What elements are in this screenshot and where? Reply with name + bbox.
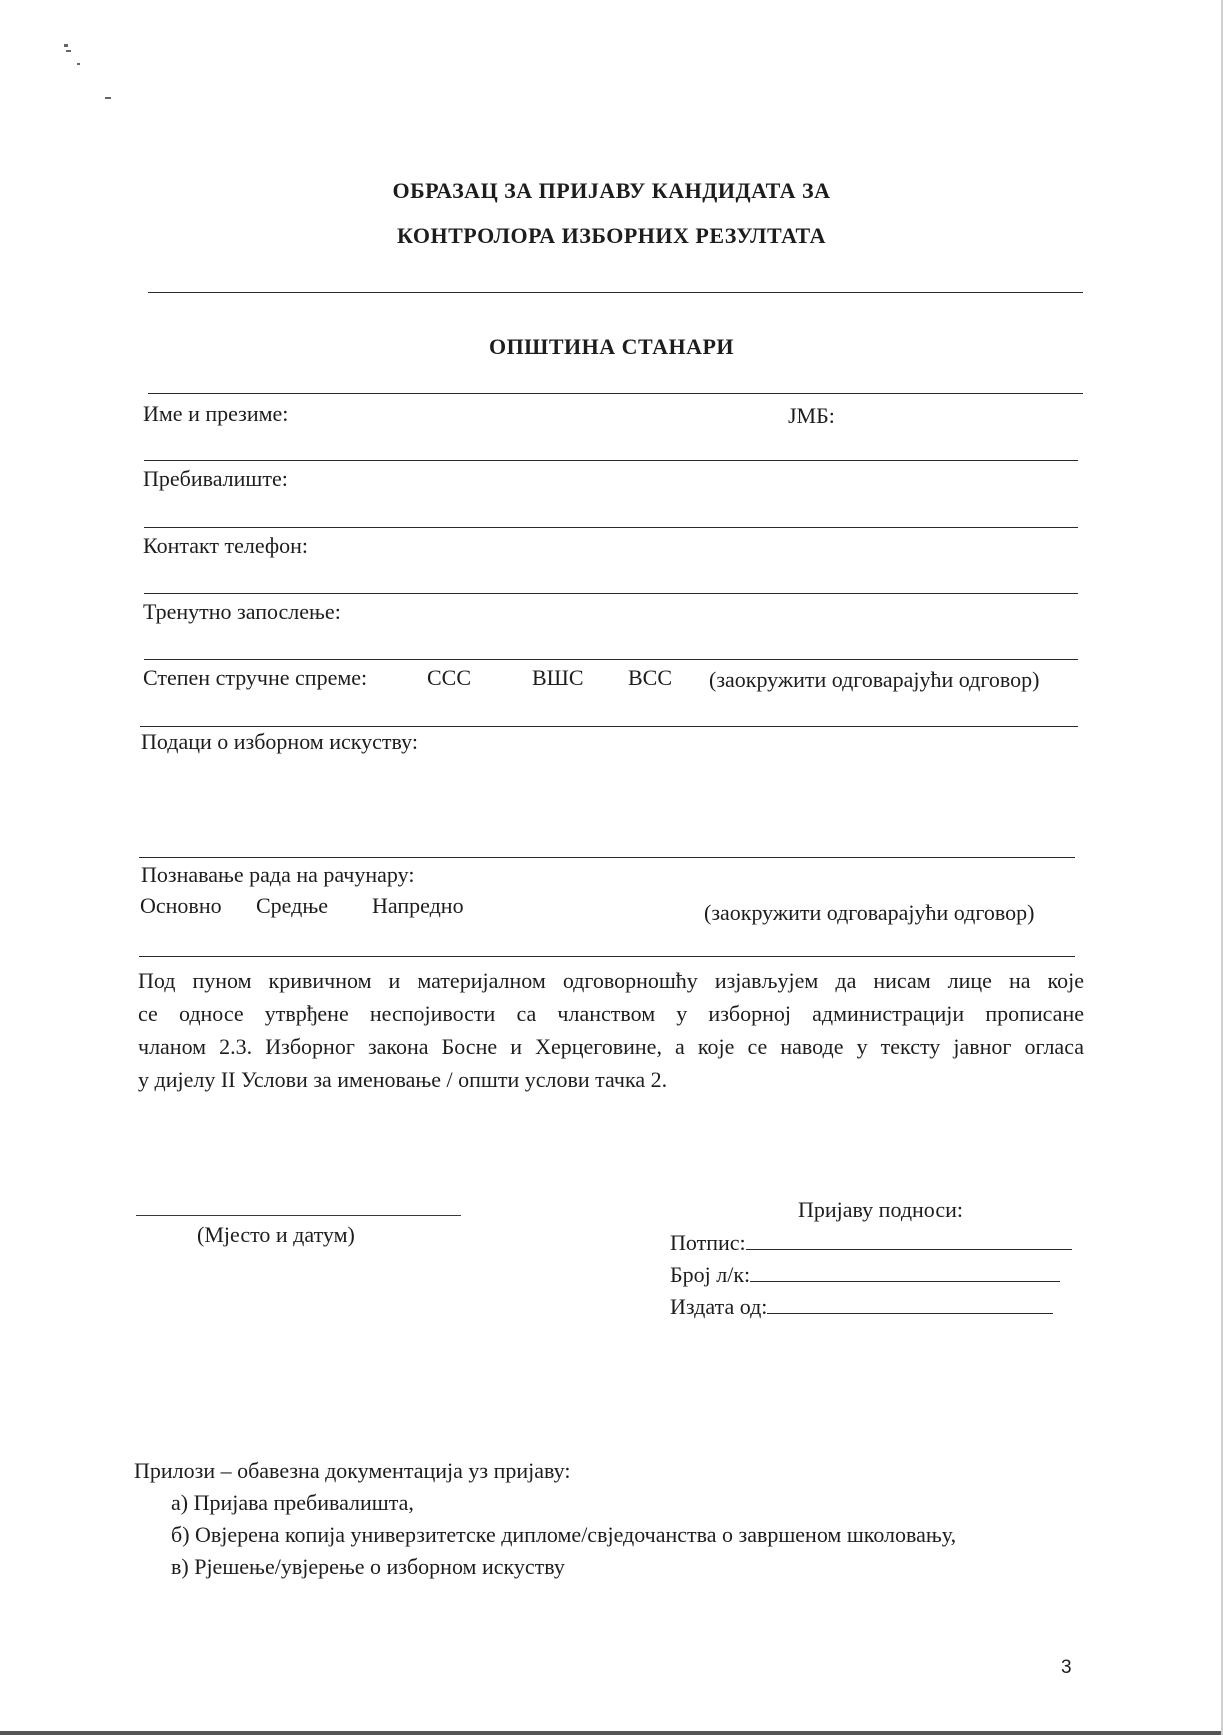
id-number-field[interactable]: [750, 1281, 1060, 1282]
attachment-item: а) Пријава пребивалишта,: [171, 1490, 414, 1515]
computer-option-advanced[interactable]: Напредно: [372, 893, 464, 918]
phone-field-line[interactable]: [144, 593, 1078, 594]
issued-by-field[interactable]: [767, 1313, 1053, 1314]
declaration-paragraph: [138, 964, 1084, 1096]
signature-field[interactable]: [746, 1249, 1072, 1250]
scan-mark: [77, 63, 80, 65]
signature-row: [670, 1230, 1072, 1256]
residence-field-line[interactable]: [144, 527, 1078, 528]
issued-by-row: [670, 1294, 1053, 1320]
page-number: 3: [1061, 1657, 1072, 1678]
experience-label: Подаци о изборном искуству:: [141, 729, 418, 754]
residence-label: Пребивалиште:: [143, 466, 288, 491]
declaration-line: чланом 2.3. Изборног закона Босне и Херцеговине, а које се наводе у тексту јавног огласа: [138, 1034, 1084, 1059]
place-date-label: (Мјесто и датум): [197, 1222, 355, 1247]
signature-label: Потпис:: [670, 1230, 746, 1255]
municipality-title: ОПШТИНА СТАНАРИ: [488, 334, 735, 359]
computer-skills-label: Познавање рада на рачунару:: [141, 862, 415, 887]
education-option-vss[interactable]: ВСС: [628, 665, 673, 690]
education-option-sss[interactable]: ССС: [427, 665, 472, 690]
scan-bottom-edge: [0, 1731, 1223, 1735]
name-label: Име и презиме:: [143, 401, 289, 426]
education-label: Степен стручне спреме:: [143, 665, 368, 690]
scan-mark: [66, 50, 71, 52]
id-number-label: Број л/к:: [670, 1262, 751, 1287]
place-date-line[interactable]: [136, 1215, 461, 1216]
attachment-item: в) Рјешење/увјерење о изборном искуству: [171, 1554, 565, 1579]
submitted-by-label: Пријаву подноси:: [798, 1197, 963, 1222]
employment-field-line[interactable]: [144, 659, 1078, 660]
phone-label: Контакт телефон:: [143, 533, 309, 558]
declaration-line: се односе утврђене неспојивости са чланством у изборној администрацији прописане: [138, 1001, 1084, 1026]
education-option-vss-higher[interactable]: ВШС: [532, 665, 584, 690]
attachment-item: б) Овјерена копија универзитетске дипломе/свједочанства о завршеном школовању,: [171, 1522, 957, 1547]
id-number-row: [670, 1262, 1060, 1288]
declaration-line: у дијелу II Услови за именовање / општи услови тачка 2.: [138, 1067, 668, 1092]
form-title-line-1: ОБРАЗАЦ ЗА ПРИЈАВУ КАНДИДАТА ЗА: [392, 178, 831, 203]
issued-by-label: Издата од:: [670, 1294, 768, 1319]
declaration-line: Под пуном кривичном и материјалном одговорношћу изјављујем да нисам лице на које: [138, 968, 1084, 993]
name-field-line[interactable]: [144, 460, 1078, 461]
divider: [148, 393, 1083, 394]
form-title-line-2: КОНТРОЛОРА ИЗБОРНИХ РЕЗУЛТАТА: [396, 223, 826, 248]
computer-option-basic[interactable]: Основно: [140, 893, 222, 918]
employment-label: Тренутно запослење:: [143, 599, 341, 624]
computer-option-intermediate[interactable]: Средње: [256, 893, 329, 918]
attachments-heading: Прилози – обавезна документација уз пријаву:: [134, 1458, 571, 1483]
education-instruction: (заокружити одговарајући одговор): [709, 667, 1040, 692]
computer-instruction: (заокружити одговарајући одговор): [704, 900, 1035, 925]
jmb-label: ЈМБ:: [788, 403, 835, 428]
divider: [148, 292, 1083, 293]
experience-field-line[interactable]: [139, 857, 1075, 858]
education-field-line: [140, 726, 1078, 727]
computer-field-line: [139, 956, 1075, 957]
scan-mark: [105, 97, 111, 99]
scan-mark: [64, 44, 68, 47]
